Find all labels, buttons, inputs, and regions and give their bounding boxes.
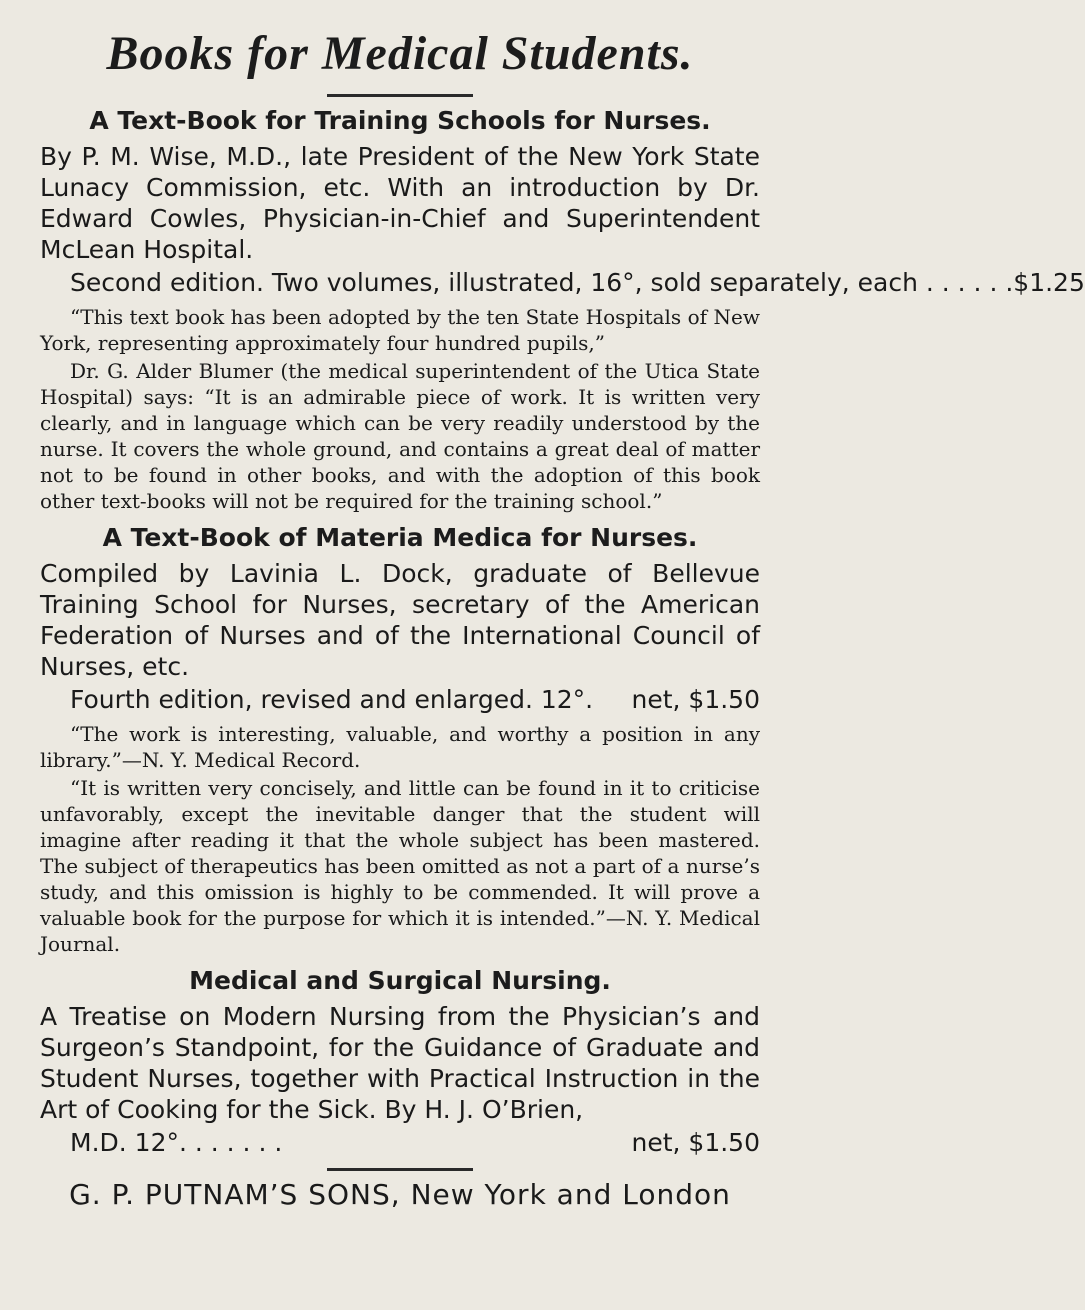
review-quote: Dr. G. Alder Blumer (the medical superintendent of the Utica State Hospital) says: “It is an admirable piece of work. It is written very clearly, and in language which can be very readily understood by the nurse. It covers the whole ground, and contains a great deal of matter not to be found in other books, and with the adoption of this book other text-books will not be required for the training school.” <box>40 359 760 513</box>
price: $1.25 <box>1013 268 1085 297</box>
book-edition-line <box>40 267 1085 298</box>
book-heading: A Text-Book of Materia Medica for Nurses. <box>102 523 698 552</box>
price: net, $1.50 <box>631 685 760 714</box>
book-description: By P. M. Wise, M.D., late President of the New York State Lunacy Commission, etc. With an introduction by Dr. Edward Cowles, Physician-in-Chief and Superintendent McLean Hospital. <box>40 142 760 264</box>
edition-text: Second edition. Two volumes, illustrated, 16°, sold separately, each . . . . . . <box>70 268 1014 297</box>
book-heading: A Text-Book for Training Schools for Nurses. <box>89 106 711 135</box>
book-edition-line <box>40 684 760 715</box>
book-medical-surgical-nursing <box>40 963 760 1158</box>
footer-rule <box>327 1168 473 1171</box>
book-description: A Treatise on Modern Nursing from the Physician’s and Surgeon’s Standpoint, for the Guidance of Graduate and Student Nurses, together with Practical Instruction in the Art of Cooking for the Sick. By H. J. O’Brien, <box>40 1002 760 1124</box>
book-nurses-training <box>40 103 1085 514</box>
review-quote: “The work is interesting, valuable, and worthy a position in any library.”—N. Y. Medical Record. <box>40 722 760 772</box>
book-materia-medica <box>40 520 760 957</box>
title-rule <box>327 94 473 97</box>
review-quote: “This text book has been adopted by the ten State Hospitals of New York, representing approximately four hundred pupils,” <box>40 305 760 355</box>
edition-text: Fourth edition, revised and enlarged. 12°. <box>70 685 594 714</box>
book-edition-line <box>40 1127 760 1158</box>
page-title: Books for Medical Students. <box>106 27 694 80</box>
price: net, $1.50 <box>631 1128 760 1157</box>
book-description: Compiled by Lavinia L. Dock, graduate of Bellevue Training School for Nurses, secretary of the American Federation of Nurses and of the International Council of Nurses, etc. <box>40 559 760 681</box>
book-heading: Medical and Surgical Nursing. <box>189 966 611 995</box>
review-quote: “It is written very concisely, and little can be found in it to criticise unfavorably, except the inevitable danger that the student will imagine after reading it that the whole subject has been mastered. The subject of therapeutics has been omitted as not a part of a nurse’s study, and this omission is highly to be commended. It will prove a valuable book for the purpose for which it is intended.”—N. Y. Medical Journal. <box>40 776 760 956</box>
edition-text: M.D. 12°. . . . . . . <box>70 1128 283 1157</box>
publisher-imprint: G. P. PUTNAM’S SONS, New York and London <box>69 1178 731 1211</box>
